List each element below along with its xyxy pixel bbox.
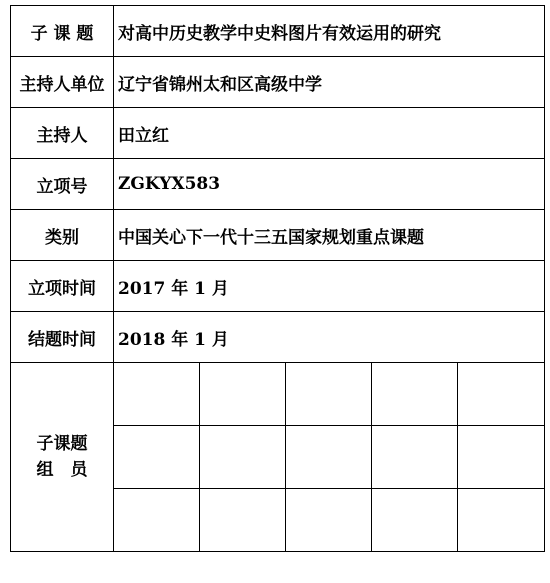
row-host-unit (11, 57, 545, 108)
members-label (11, 363, 114, 552)
category-label: 类别 (11, 210, 114, 261)
category-value: 中国关心下一代十三五国家规划重点课题 (114, 210, 545, 261)
subtopic-value: 对高中历史教学中史料图片有效运用的研究 (114, 6, 545, 57)
member-cell[interactable] (200, 363, 286, 426)
row-subtopic (11, 6, 545, 57)
host-label: 主持人 (11, 108, 114, 159)
row-end-time (11, 312, 545, 363)
start-time-value: 2017 年 1 月 (114, 261, 545, 312)
host-unit-label: 主持人单位 (11, 57, 114, 108)
member-cell[interactable] (114, 363, 200, 426)
member-cell[interactable] (458, 426, 545, 489)
member-cell[interactable] (114, 426, 200, 489)
row-project-number (11, 159, 545, 210)
project-number-label: 立项号 (11, 159, 114, 210)
host-value: 田立红 (114, 108, 545, 159)
subtopic-label: 子 课 题 (11, 6, 114, 57)
member-cell[interactable] (372, 489, 458, 552)
project-number-value: ZGKYX583 (114, 159, 545, 210)
start-time-label: 立项时间 (11, 261, 114, 312)
member-cell[interactable] (286, 426, 372, 489)
member-cell[interactable] (200, 489, 286, 552)
member-cell[interactable] (286, 489, 372, 552)
member-cell[interactable] (372, 363, 458, 426)
members-label-line1: 子课题 (36, 434, 88, 454)
member-cell[interactable] (458, 489, 545, 552)
members-label-line2: 组 员 (36, 460, 88, 480)
member-cell[interactable] (200, 426, 286, 489)
member-cell[interactable] (286, 363, 372, 426)
end-time-label: 结题时间 (11, 312, 114, 363)
project-info-table (10, 5, 545, 552)
end-time-value: 2018 年 1 月 (114, 312, 545, 363)
row-category (11, 210, 545, 261)
host-unit-value: 辽宁省锦州太和区高级中学 (114, 57, 545, 108)
member-cell[interactable] (372, 426, 458, 489)
members-row-1 (11, 363, 545, 426)
member-cell[interactable] (114, 489, 200, 552)
row-start-time (11, 261, 545, 312)
member-cell[interactable] (458, 363, 545, 426)
row-host (11, 108, 545, 159)
